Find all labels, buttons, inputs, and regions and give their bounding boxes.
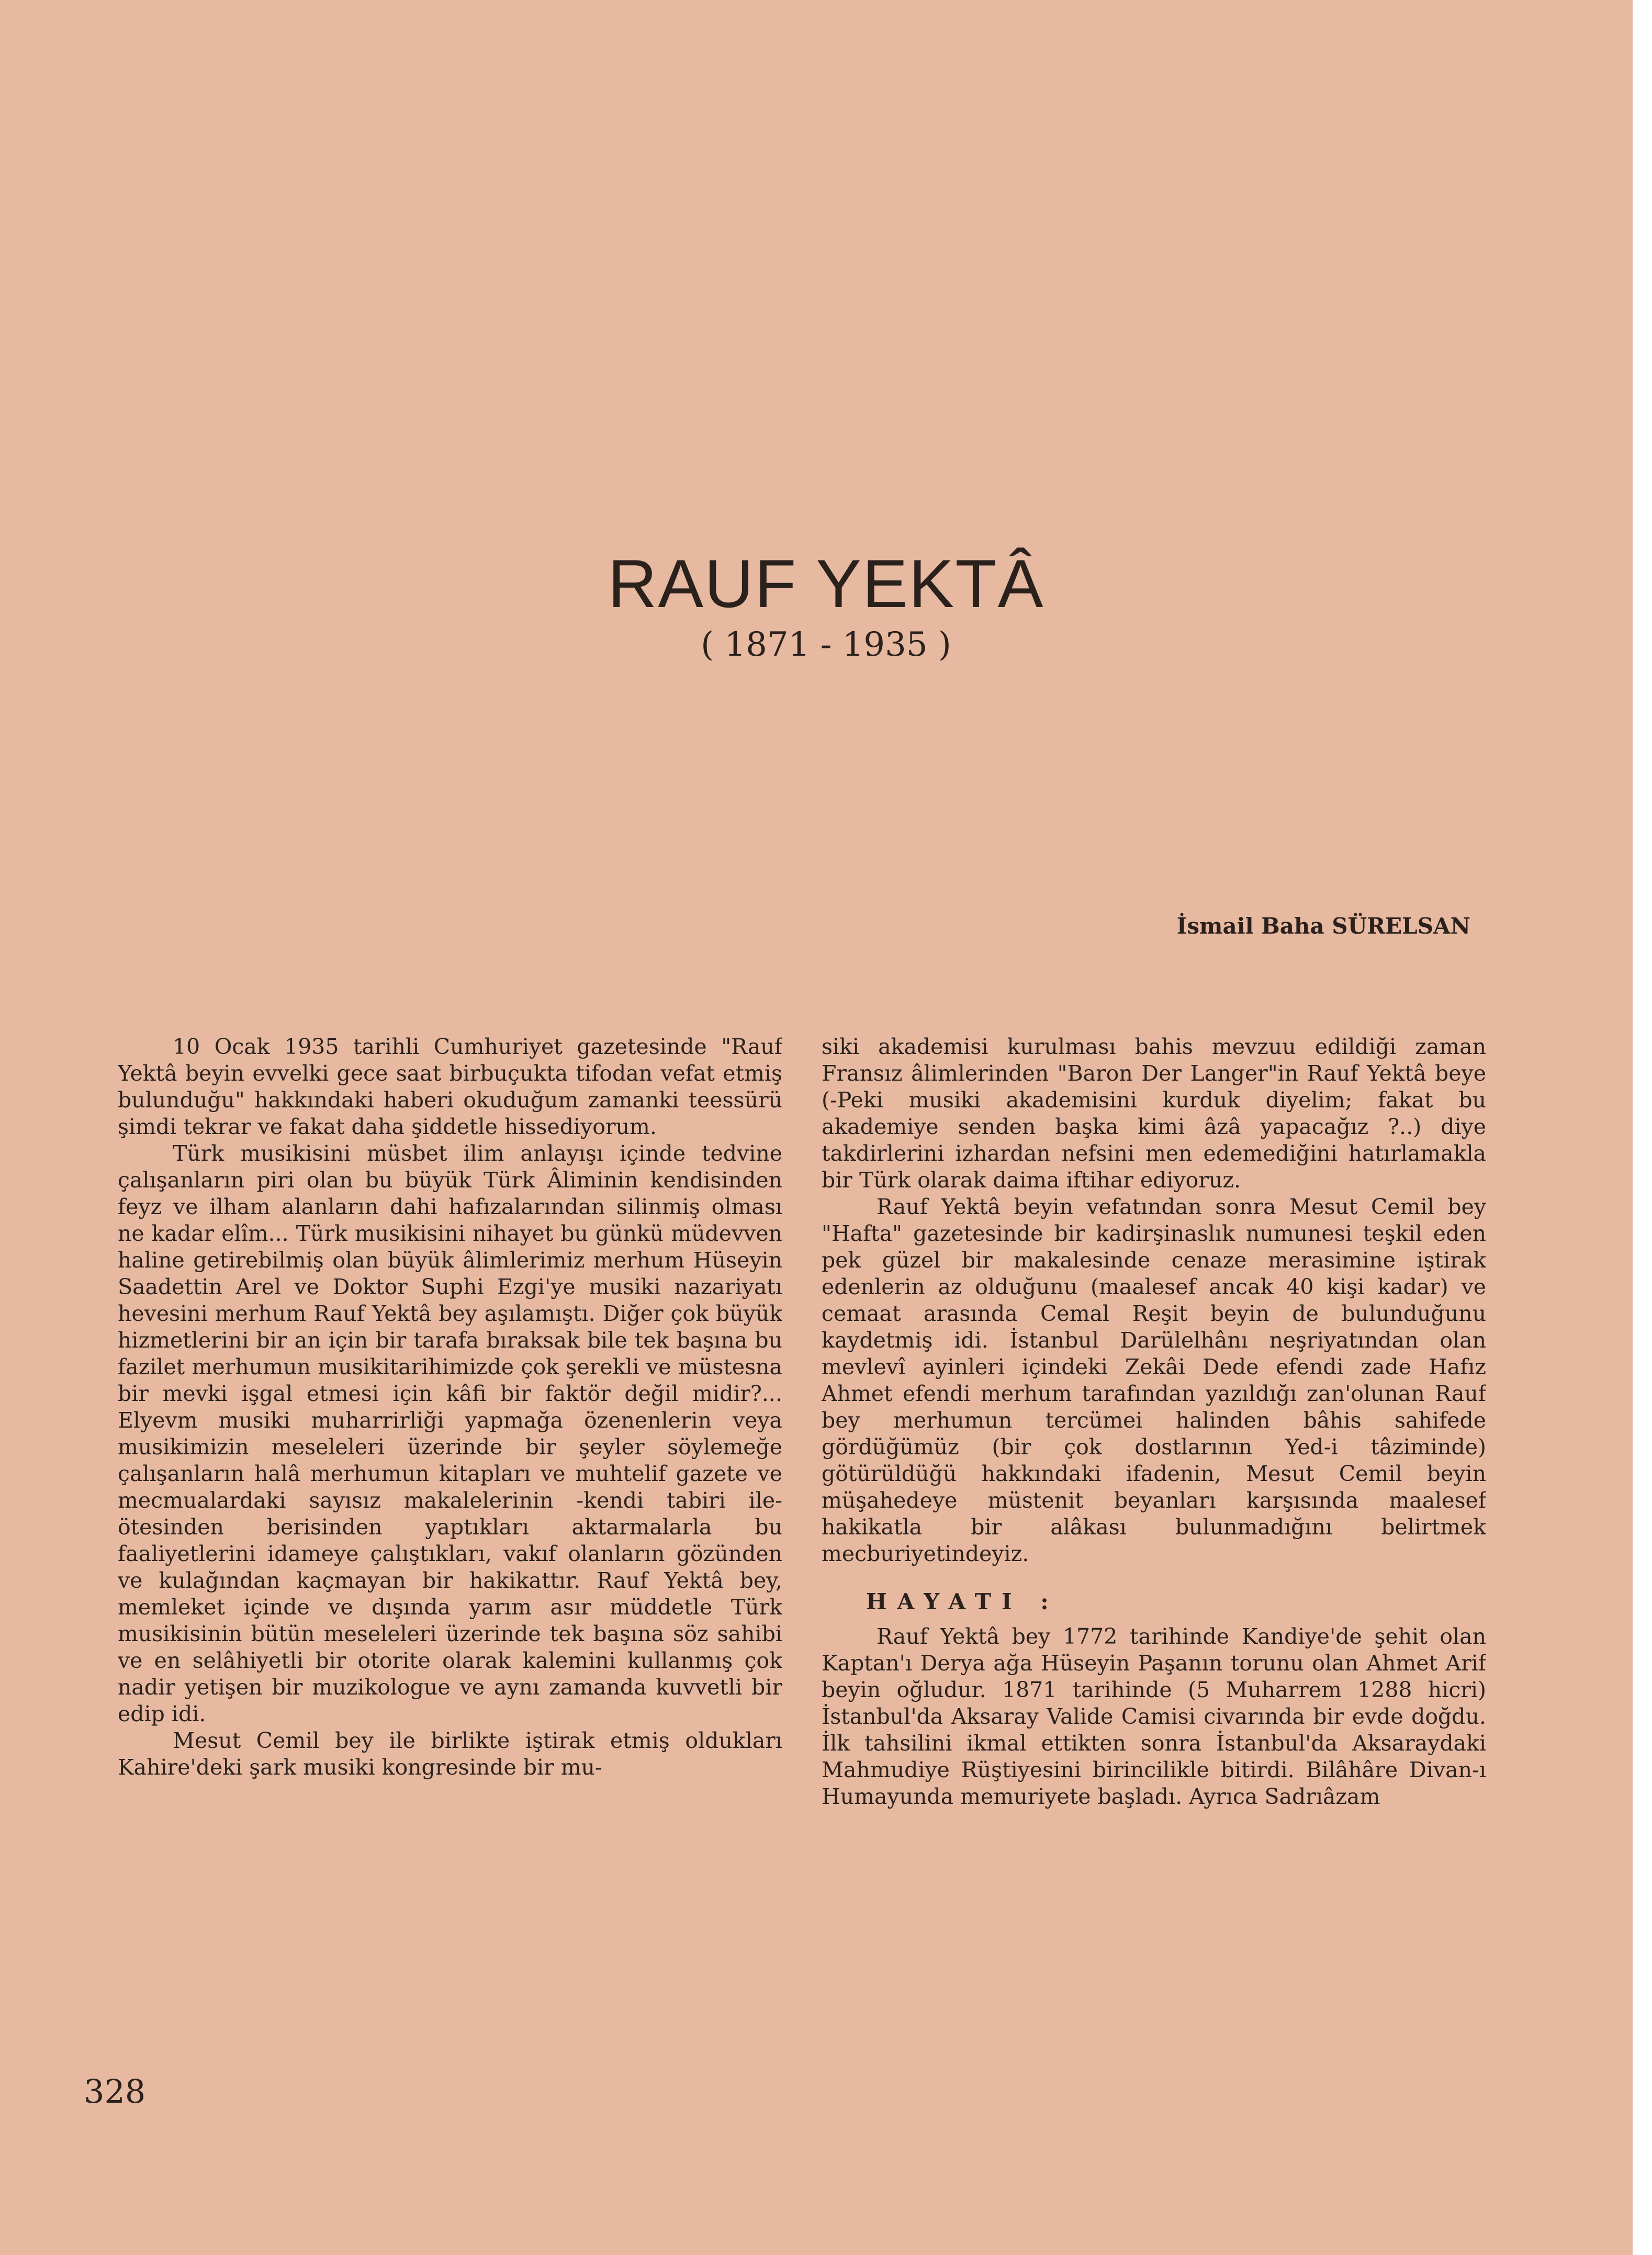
paragraph: siki akademisi kurulması bahis mevzuu edildiği zaman Fransız âlimlerinden "Baron Der Langer"in Rauf Yektâ beye (-Peki musiki akademisini kurduk diyelim; fakat bu akademiye senden başka kimi âzâ yapacağız ?..) diye takdirlerini izhardan nefsini men edemediğini hatırlamakla bir Türk olarak daima iftihar ediyoruz. xyxy=(822,1034,1486,1193)
paragraph: 10 Ocak 1935 tarihli Cumhuriyet gazetesinde "Rauf Yektâ beyin evvelki gece saat birbuçukta tifodan vefat etmiş bulunduğu" hakkındaki haberi okuduğum zamanki teessürü şimdi tekrar ve fakat daha şiddetle hissediyorum. xyxy=(118,1034,782,1139)
section-heading: HAYATI : xyxy=(866,1589,1059,1614)
page-number: 328 xyxy=(84,2072,146,2111)
paragraph: Mesut Cemil bey ile birlikte iştirak etmiş oldukları Kahire'deki şark musiki kongresinde bir mu- xyxy=(118,1728,782,1780)
left-column xyxy=(118,1034,782,2117)
paragraph: Türk musikisini müsbet ilim anlayışı içinde tedvine çalışanların piri olan bu büyük Türk Âliminin kendisinden feyz ve ilham alanların dahi hafızalarından silinmiş olması ne kadar elîm... Türk musikisini nihayet bu günkü müdevven haline getirebilmiş olan büyük âlimlerimiz merhum Hüseyin Saadettin Arel ve Doktor Suphi Ezgi'ye musiki nazariyatı hevesini merhum Rauf Yektâ bey aşılamıştı. Diğer çok büyük hizmetlerini bir an için bir tarafa bıraksak bile tek başına bu fazilet merhumun musikitarihimizde çok şerekli ve müstesna bir mevki işgal etmesi için kâfi bir faktör değil midir?... Elyevm musiki muharrirliği yapmağa özenenlerin veya musikimizin meseleleri üzerinde bir şeyler söylemeğe çalışanların halâ merhumun kitapları ve muhtelif gazete ve mecmualardaki sayısız makalelerinin -kendi tabiri ile- ötesinden berisinden yaptıkları aktarmalarla bu faaliyetlerini idameye çalıştıkları, vakıf olanların gözünden ve kulağından kaçmayan bir hakikattır. Rauf Yektâ bey, memleket içinde ve dışında yarım asır müddetle Türk musikisinin bütün meseleleri üzerinde tek başına söz sahibi ve en selâhiyetli bir otorite olarak kalemini kullanmış çok nadir yetişen bir muzikologue ve aynı zamanda kuvvetli bir edip idi. xyxy=(118,1141,782,1726)
article-title: RAUF YEKTÂ xyxy=(608,545,1044,622)
paragraph: Rauf Yektâ beyin vefatından sonra Mesut Cemil bey "Hafta" gazetesinde bir kadirşinaslık numunesi teşkil eden pek güzel bir makalesinde cenaze merasimine iştirak edenlerin az olduğunu (maalesef ancak 40 kişi kadar) ve cemaat arasında Cemal Reşit beyin de bulunduğunu kaydetmiş idi. İstanbul Darülelhânı neşriyatından olan mevlevî ayinleri içindeki Zekâi Dede efendi zade Hafız Ahmet efendi merhum tarafından yazıldığı zan'olunan Rauf bey merhumun tercümei halinden bâhis sahifede gördüğümüz (bir çok dostlarının Yed-i tâziminde) götürüldüğü hakkındaki ifadenin, Mesut Cemil beyin müşahedeye müstenit beyanları karşısında maalesef hakikatla bir alâkası bulunmadığını belirtmek mecburiyetindeyiz. xyxy=(822,1194,1486,1566)
article-author: İsmail Baha SÜRELSAN xyxy=(1176,913,1470,939)
article-dates: ( 1871 - 1935 ) xyxy=(701,625,951,664)
paragraph: Rauf Yektâ bey 1772 tarihinde Kandiye'de şehit olan Kaptan'ı Derya ağa Hüseyin Paşanın torunu olan Ahmet Arif beyin oğludur. 1871 tarihinde (5 Muharrem 1288 hicri) İstanbul'da Aksaray Valide Camisi civarında bir evde doğdu. İlk tahsilini ikmal ettikten sonra İstanbul'da Aksaraydaki Mahmudiye Rüştiyesini birincilikle bitirdi. Bilâhâre Divan-ı Humayunda memuriyete başladı. Ayrıca Sadrıâzam xyxy=(822,1624,1486,1809)
right-column xyxy=(822,1034,1486,2117)
